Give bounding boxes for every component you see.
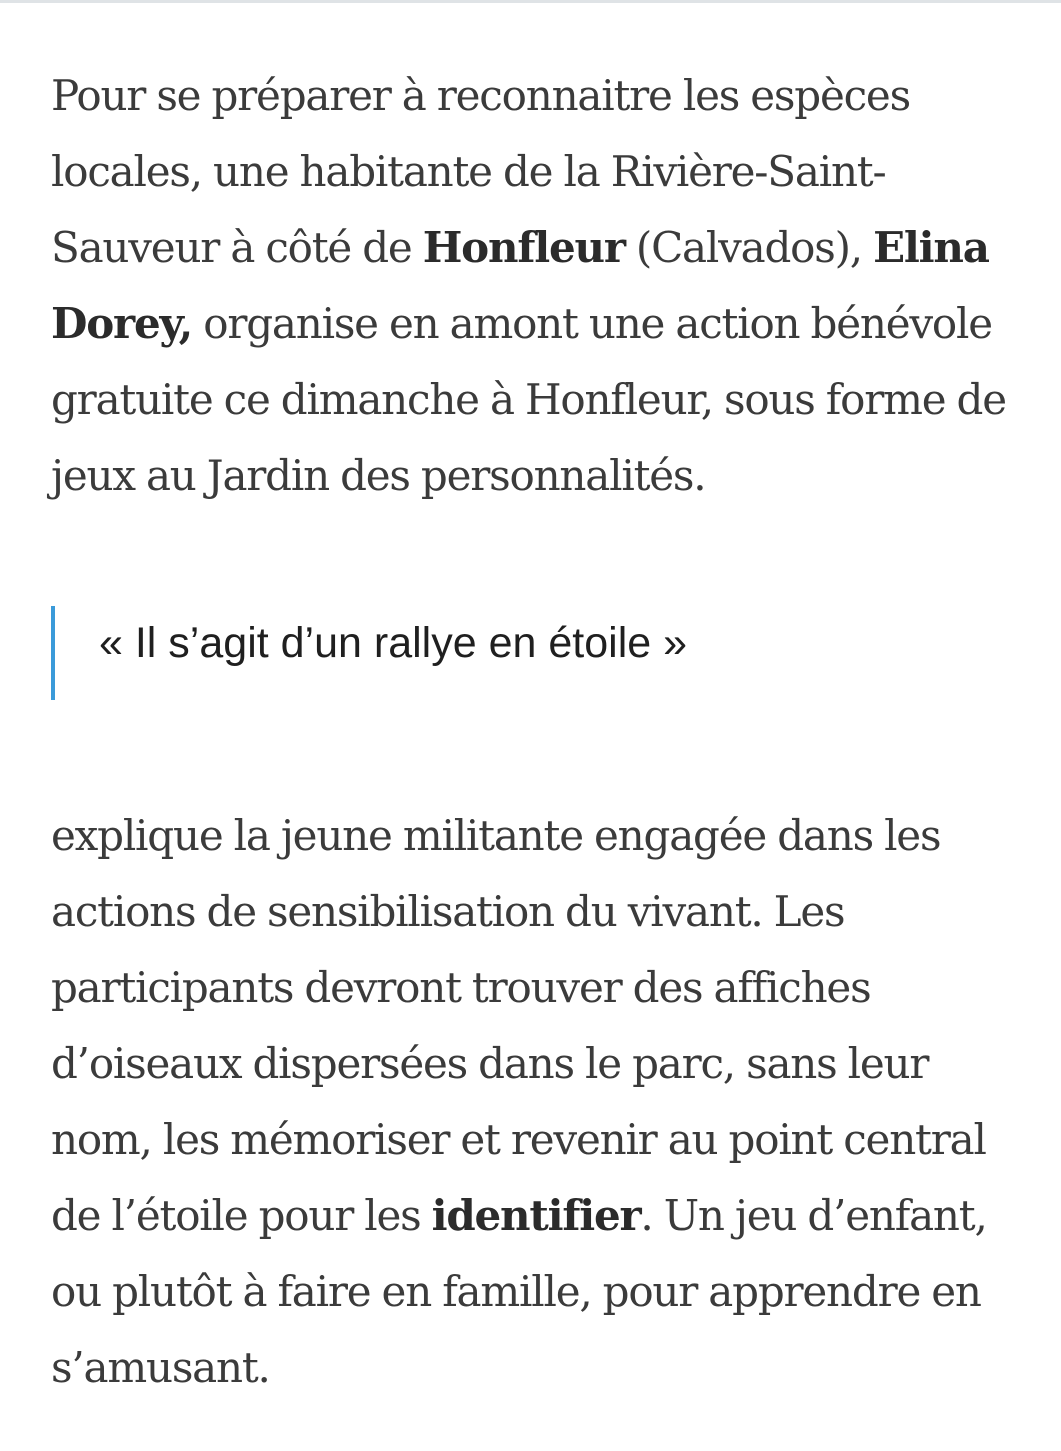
pull-quote-text: « Il s’agit d’un rallye en étoile » xyxy=(99,619,688,667)
paragraph-details-text-2: . Un jeu d’enfant, ou plutôt à faire en famille, pour apprendre en s’amusant. xyxy=(51,1191,987,1392)
paragraph-intro xyxy=(51,58,1011,514)
bold-elina-dorey: Elina Dorey, xyxy=(51,223,989,348)
paragraph-intro-text-1: Pour se préparer à reconnaitre les espèces locales, une habitante de la Rivière-Saint-Sauveur à côté de xyxy=(51,71,910,272)
bold-honfleur: Honfleur xyxy=(422,223,625,272)
article-body xyxy=(51,58,1011,1406)
paragraph-details xyxy=(51,798,1011,1406)
bold-identifier: identifier xyxy=(431,1191,641,1240)
paragraph-intro-text-3: organise en amont une action bénévole gratuite ce dimanche à Honfleur, sous forme de jeux au Jardin des personnalités. xyxy=(51,299,1006,500)
paragraph-intro-text-2: (Calvados), xyxy=(624,223,874,272)
pull-quote xyxy=(51,606,1011,700)
paragraph-details-text-1: explique la jeune militante engagée dans les actions de sensibilisation du vivant. Les participants devront trouver des affiches d’oiseaux dispersées dans le parc, sans leur nom, les mémoriser et revenir au point central de l’étoile pour les xyxy=(51,811,986,1240)
